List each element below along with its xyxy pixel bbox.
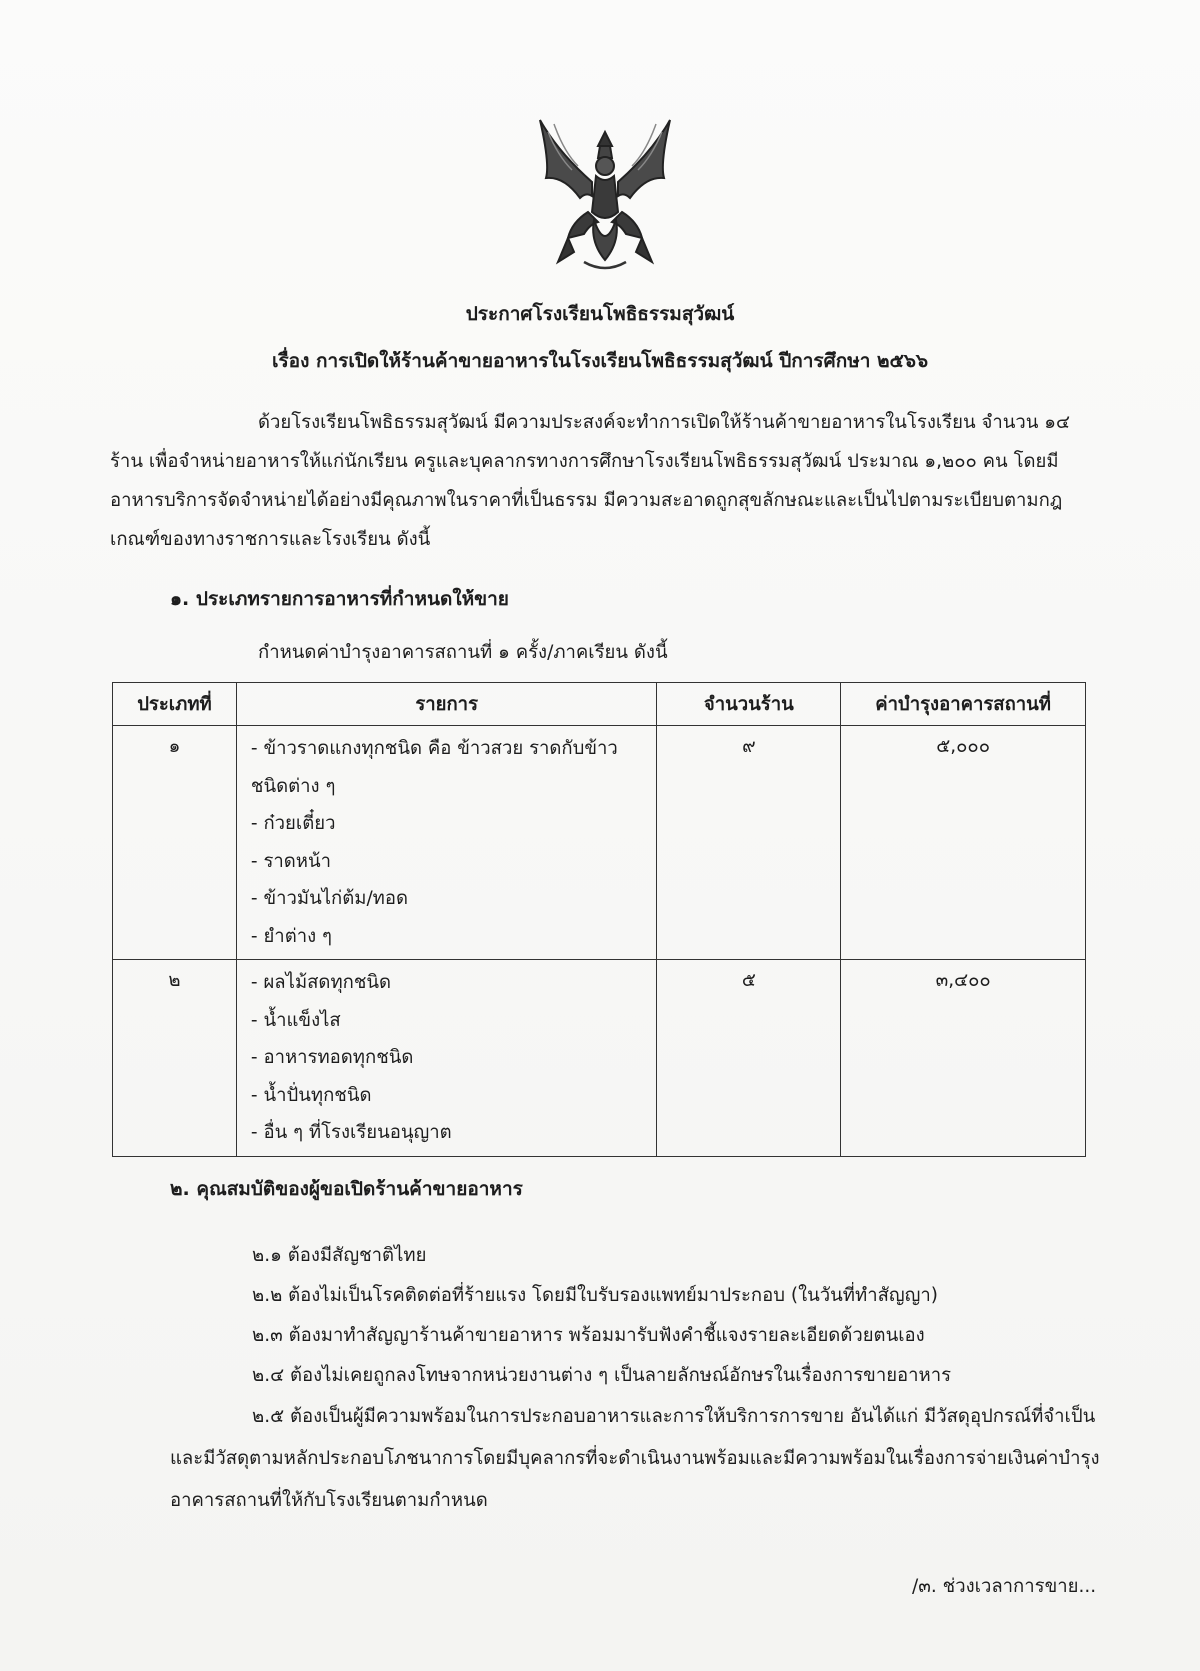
food-item: - ราดหน้า	[250, 850, 332, 872]
food-item: - ข้าวมันไก่ต้ม/ทอด	[250, 888, 408, 909]
shops-cell: ๙	[657, 726, 841, 960]
qualification-item: ๒.๒ ต้องไม่เป็นโรคติดต่อที่ร้ายแรง โดยมีใบรับรองแพทย์มาประกอบ (ในวันที่ทำสัญญา)	[252, 1285, 938, 1306]
section-2-heading: ๒. คุณสมบัติของผู้ขอเปิดร้านค้าขายอาหาร	[170, 1178, 523, 1200]
qualification-item-long	[170, 1396, 1108, 1522]
fee-cell: ๕,๐๐๐	[841, 726, 1086, 960]
fee-note: กำหนดค่าบำรุงอาคารสถานที่ ๑ ครั้ง/ภาคเรียน ดังนี้	[258, 642, 668, 663]
items-cell	[236, 960, 657, 1157]
announcement-subject: เรื่อง การเปิดให้ร้านค้าขายอาหารในโรงเรียนโพธิธรรมสุวัฒน์ ปีการศึกษา ๒๕๖๖	[271, 350, 929, 372]
table-header-row	[113, 683, 1086, 726]
intro-paragraph	[110, 403, 1108, 559]
qualification-item: ๒.๑ ต้องมีสัญชาติไทย	[252, 1245, 427, 1266]
food-item: - น้ำปั่นทุกชนิด	[250, 1084, 372, 1106]
table-row	[113, 726, 1086, 960]
qualification-text: ๒.๕ ต้องเป็นผู้มีความพร้อมในการประกอบอาหารและการให้บริการการขาย อันได้แก่ มีวัสดุอุปกรณ์ที่จำเป็นและมีวัสดุตามหลักประกอบโภชนาการโดยมีบุคลากรที่จะดำเนินงานพร้อมและมีความพร้อมในเรื่องการจ่ายเงินค่าบำรุงอาคารสถานที่ให้กับโรงเรียนตามกำหนด	[170, 1406, 1100, 1511]
table-row	[113, 960, 1086, 1157]
announcement-title: ประกาศโรงเรียนโพธิธรรมสุวัฒน์	[465, 303, 735, 325]
food-item: - ก๋วยเตี๋ยว	[250, 813, 336, 834]
intro-text: ด้วยโรงเรียนโพธิธรรมสุวัฒน์ มีความประสงค์จะทำการเปิดให้ร้านค้าขายอาหารในโรงเรียน จำนวน ๑๔ ร้าน เพื่อจำหน่ายอาหารให้แก่นักเรียน ครูและบุคลากรทางการศึกษาโรงเรียนโพธิธรรมสุวัฒน์ ประมาณ ๑,๒๐๐ คน โดยมีอาหารบริการจัดจำหน่ายได้อย่างมีคุณภาพในราคาที่เป็นธรรม มีความสะอาดถูกสุขลักษณะและเป็นไปตามระเบียบตามกฎเกณฑ์ของทางราชการและโรงเรียน ดังนี้	[110, 412, 1071, 550]
food-item: - อาหารทอดทุกชนิด	[250, 1047, 414, 1068]
type-cell: ๒	[113, 960, 237, 1157]
food-item: - อื่น ๆ ที่โรงเรียนอนุญาต	[250, 1122, 452, 1143]
shops-cell: ๕	[657, 960, 841, 1157]
fee-cell: ๓,๔๐๐	[841, 960, 1086, 1157]
items-cell	[236, 726, 657, 960]
food-item: - น้ำแข็งไส	[250, 1009, 341, 1031]
food-item: - ยำต่าง ๆ	[250, 925, 332, 947]
qualification-item: ๒.๔ ต้องไม่เคยถูกลงโทษจากหน่วยงานต่าง ๆ เป็นลายลักษณ์อักษรในเรื่องการขายอาหาร	[252, 1365, 952, 1386]
type-cell: ๑	[113, 726, 237, 960]
column-header: ประเภทที่	[113, 683, 237, 726]
qualification-item: ๒.๓ ต้องมาทำสัญญาร้านค้าขายอาหาร พร้อมมารับฟังคำชี้แจงรายละเอียดด้วยตนเอง	[252, 1325, 925, 1346]
food-item: - ผลไม้สดทุกชนิด	[250, 972, 392, 993]
food-item: ชนิดต่าง ๆ	[250, 775, 336, 797]
food-type-table	[112, 682, 1086, 1157]
continued-marker: /๓. ช่วงเวลาการขาย...	[912, 1576, 1097, 1597]
column-header: ค่าบำรุงอาคารสถานที่	[841, 683, 1086, 726]
food-item: - ข้าวราดแกงทุกชนิด คือ ข้าวสวย ราดกับข้าว	[250, 738, 618, 759]
section-1-heading: ๑. ประเภทรายการอาหารที่กำหนดให้ขาย	[170, 588, 509, 610]
garuda-emblem-icon	[528, 112, 682, 274]
column-header: จำนวนร้าน	[657, 683, 841, 726]
column-header: รายการ	[236, 683, 657, 726]
